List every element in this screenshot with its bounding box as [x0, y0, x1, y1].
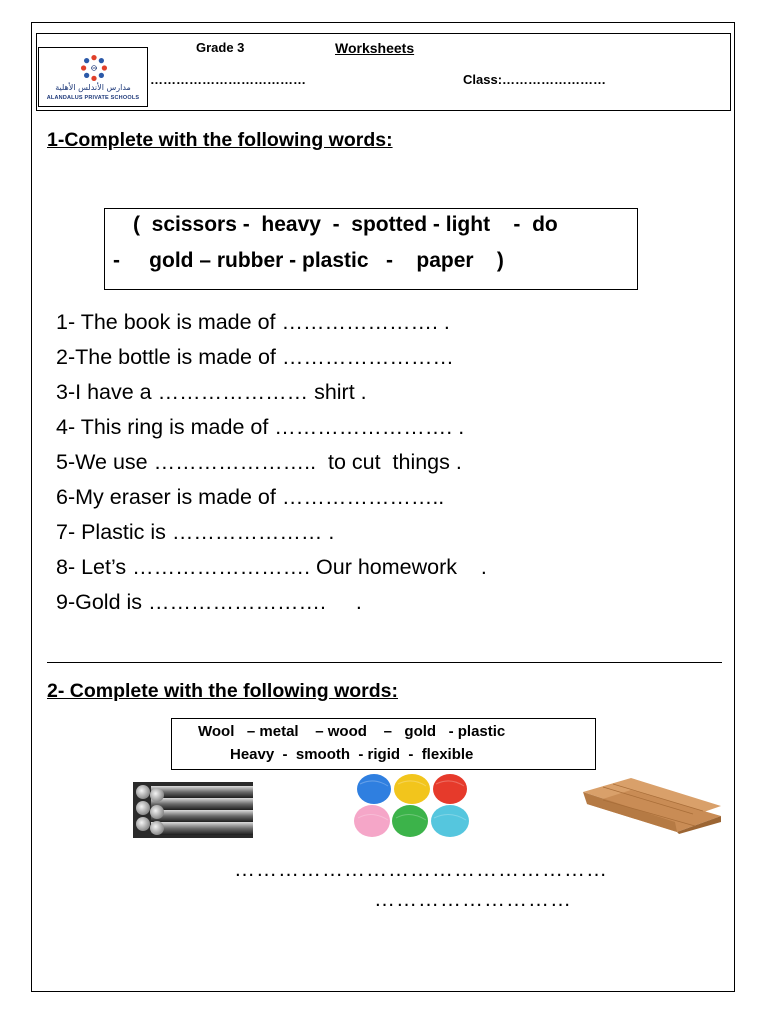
wool-balls-image	[352, 772, 474, 840]
name-field[interactable]: ………………………………	[150, 72, 306, 87]
worksheet-title: Worksheets	[335, 40, 415, 56]
word-bank-2-line-2: Heavy - smooth - rigid - flexible	[230, 746, 474, 763]
class-field[interactable]: Class:……………………	[463, 72, 607, 87]
sentence-2[interactable]: 2-The bottle is made of ……………………	[56, 345, 454, 369]
metal-rods-image	[133, 782, 253, 838]
logo-english-name: ALANDALUS PRIVATE SCHOOLS	[46, 95, 140, 101]
word-bank-1	[104, 208, 638, 290]
word-bank-2	[171, 718, 596, 770]
logo-star-icon	[78, 52, 110, 84]
grade-label: Grade 3	[196, 40, 245, 55]
word-bank-2-line-1: Wool – metal – wood – gold - plastic	[198, 723, 506, 740]
answer-line-2[interactable]: ………………………	[374, 888, 572, 911]
svg-text:1984: 1984	[90, 66, 98, 71]
sentence-8[interactable]: 8- Let’s ……………………. Our homework .	[56, 555, 487, 579]
answer-line-1[interactable]: ……………………………………………	[234, 858, 608, 881]
word-bank-1-line-1: ( scissors - heavy - spotted - light - do	[133, 213, 558, 236]
section2-title: 2- Complete with the following words:	[47, 680, 398, 702]
sentence-9[interactable]: 9-Gold is ……………………. .	[56, 590, 362, 614]
sentence-5[interactable]: 5-We use ………………….. to cut things .	[56, 450, 462, 474]
section-divider	[47, 662, 722, 663]
sentence-4[interactable]: 4- This ring is made of ……………………. .	[56, 415, 465, 439]
sentence-6[interactable]: 6-My eraser is made of …………………..	[56, 485, 445, 509]
word-bank-1-line-2: - gold – rubber - plastic - paper )	[113, 249, 504, 272]
logo-arabic-name: مدارس الأندلس الأهلية	[55, 83, 131, 92]
school-logo	[38, 47, 148, 107]
sentence-7[interactable]: 7- Plastic is ………………… .	[56, 520, 335, 544]
section1-title: 1-Complete with the following words:	[47, 129, 393, 151]
sentence-1[interactable]: 1- The book is made of …………………. .	[56, 310, 450, 334]
wooden-planks-image	[583, 778, 721, 834]
sentence-3[interactable]: 3-I have a ………………… shirt .	[56, 380, 367, 404]
